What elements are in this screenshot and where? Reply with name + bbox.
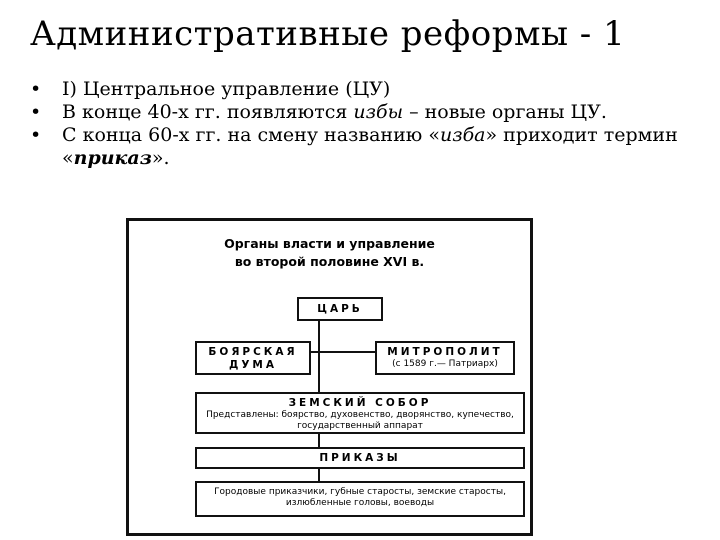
bullet-text: С конца 60-х гг. на смену названию <box>62 124 429 146</box>
diagram-title-line: во второй половине XVI в. <box>234 254 425 269</box>
metropolitan-box <box>375 341 515 375</box>
quote-mark: « <box>62 147 74 169</box>
bullet-emphasis: изба <box>439 124 486 146</box>
connector-line <box>309 351 377 353</box>
bullet-text: В конце 40-х гг. появляются <box>62 101 354 123</box>
zemsky-sobor-note: государственный аппарат <box>297 421 423 431</box>
local-officials-box <box>195 481 525 517</box>
bullet-strong-emphasis: приказ <box>73 147 152 169</box>
bullet-list <box>30 78 690 170</box>
prikazy-label: ПРИКАЗЫ <box>319 452 401 464</box>
slide-title: Административные реформы - 1 <box>30 14 626 54</box>
bullet-text: приходит термин <box>497 124 678 146</box>
boyar-duma-box <box>195 341 311 375</box>
zemsky-sobor-box <box>195 392 525 434</box>
bullet-item <box>30 101 690 124</box>
government-structure-diagram <box>126 218 533 536</box>
bullet-item <box>30 124 690 170</box>
bullet-text: – новые органы ЦУ. <box>403 101 607 123</box>
boyar-duma-label: БОЯРСКАЯ <box>208 346 298 358</box>
tsar-box <box>297 297 383 321</box>
metropolitan-label: МИТРОПОЛИТ <box>387 346 503 358</box>
bullet-marker: • <box>30 78 42 100</box>
zemsky-sobor-label: ЗЕМСКИЙ СОБОР <box>288 397 432 409</box>
quote-mark: » <box>485 124 498 146</box>
quote-mark: « <box>428 124 440 146</box>
bullet-item <box>30 78 690 101</box>
boyar-duma-label: ДУМА <box>228 359 278 371</box>
diagram-title-line: Органы власти и управление <box>224 236 435 251</box>
zemsky-sobor-note: Представлены: боярство, духовенство, дворянство, купечество, <box>206 410 514 420</box>
quote-mark: » <box>151 147 164 169</box>
bullet-marker: • <box>30 124 42 146</box>
metropolitan-note: (с 1589 г.— Патриарх) <box>392 359 498 369</box>
tsar-label: ЦАРЬ <box>317 303 363 315</box>
diagram-title <box>129 235 530 271</box>
prikazy-box <box>195 447 525 469</box>
local-officials-text: излюбленные головы, воеводы <box>285 498 435 508</box>
bullet-text: . <box>163 147 170 169</box>
bullet-text: I) Центральное управление (ЦУ) <box>62 78 391 100</box>
bullet-emphasis: избы <box>353 101 404 123</box>
bullet-marker: • <box>30 101 42 123</box>
connector-line <box>318 318 320 394</box>
local-officials-text: Городовые приказчики, губные старосты, земские старосты, <box>214 487 506 497</box>
